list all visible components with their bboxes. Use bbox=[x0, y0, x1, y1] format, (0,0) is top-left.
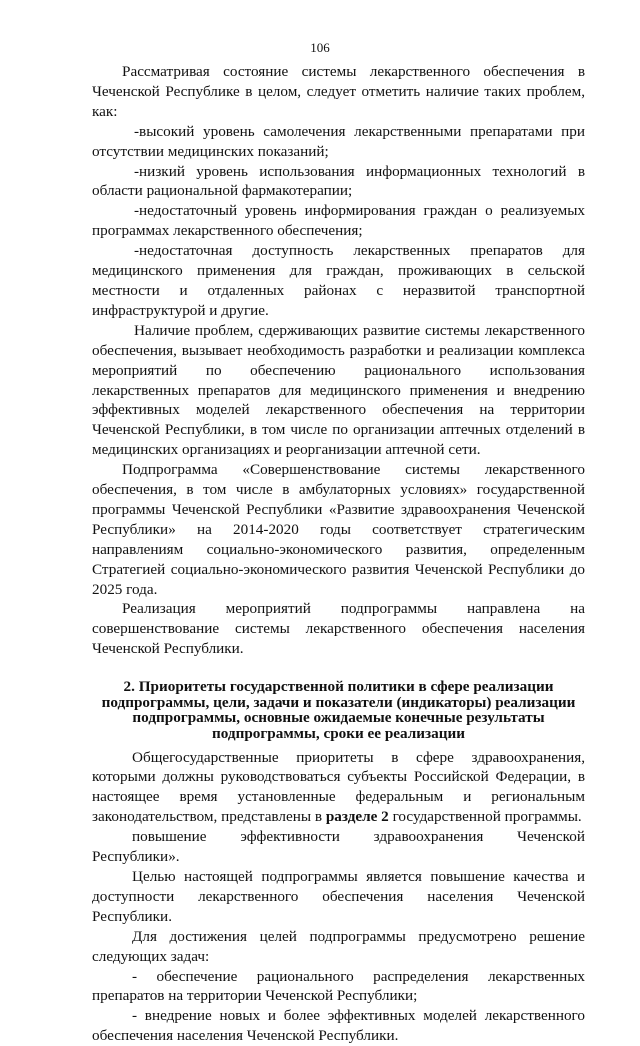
section-reference: разделе 2 bbox=[325, 808, 389, 826]
paragraph-text: государственной программы. bbox=[388, 808, 582, 826]
section-heading: 2. Приоритеты государственной политики в сфере реализации подпрограммы, цели, задачи и показатели (индикаторы) реализации подпрограммы, основные ожидаемые конечные результаты подпрограммы, сроки ее реализации bbox=[101, 678, 576, 742]
paragraph: Целью настоящей подпрограммы является повышение качества и доступности лекарственного обеспечения населения Чеченской Республики. bbox=[92, 868, 585, 925]
paragraph: Рассматривая состояние системы лекарственного обеспечения в Чеченской Республике в целом, следует отметить наличие таких проблем, как: bbox=[92, 63, 585, 120]
paragraph: Подпрограмма «Совершенствование системы лекарственного обеспечения, в том числе в амбулаторных условиях» государственной программы Чеченской Республики «Развитие здравоохранения Чеченской Республики» на 2014-2020 годы соответствует стратегическим направлениям социально-экономического развития, определенным Стратегией социально-экономического развития Чеченской Республики до 2025 года. bbox=[92, 461, 585, 598]
list-item: - внедрение новых и более эффективных моделей лекарственного обеспечения населения Чеченской Республики. bbox=[92, 1007, 585, 1045]
paragraph-text: Общегосударственные приоритеты в сфере здравоохранения, которыми должны руководствоваться субъекты Российской Федерации, в настоящее время установленные федеральным и региональным законодательством, представлены в bbox=[92, 748, 585, 826]
page-number: 106 bbox=[310, 40, 330, 55]
list-item: -низкий уровень использования информационных технологий в области рациональной фармакотерапии; bbox=[92, 162, 585, 200]
list-item: -недостаточный уровень информирования граждан о реализуемых программах лекарственного обеспечения; bbox=[92, 202, 585, 240]
paragraph bbox=[92, 748, 585, 828]
paragraph: Наличие проблем, сдерживающих развитие системы лекарственного обеспечения, вызывает необходимость разработки и реализации комплекса мероприятий по обеспечению рационального использования лекарственных препаратов для медицинского применения и внедрению эффективных моделей лекарственного обеспечения на территории Чеченской Республики, в том числе по организации аптечных отделений в медицинских организациях и реорганизации аптечной сети. bbox=[92, 321, 585, 459]
page-body bbox=[92, 62, 585, 1046]
paragraph: Для достижения целей подпрограммы предусмотрено решение следующих задач: bbox=[92, 927, 585, 965]
list-item: - обеспечение рационального распределения лекарственных препаратов на территории Чеченской Республики; bbox=[92, 967, 585, 1005]
paragraph: Реализация мероприятий подпрограммы направлена на совершенствование системы лекарственного обеспечения населения Чеченской Республики. bbox=[92, 600, 585, 658]
section-priorities bbox=[92, 748, 585, 1046]
section-intro bbox=[92, 62, 585, 659]
list-item: -высокий уровень самолечения лекарственными препаратами при отсутствии медицинских показаний; bbox=[92, 122, 585, 160]
list-item: -недостаточная доступность лекарственных препаратов для медицинского применения для граждан, проживающих в сельской местности и отдаленных районах с неразвитой транспортной инфраструктурой и другие. bbox=[92, 242, 585, 319]
paragraph: повышение эффективности здравоохранения Чеченской Республики». bbox=[92, 828, 585, 866]
